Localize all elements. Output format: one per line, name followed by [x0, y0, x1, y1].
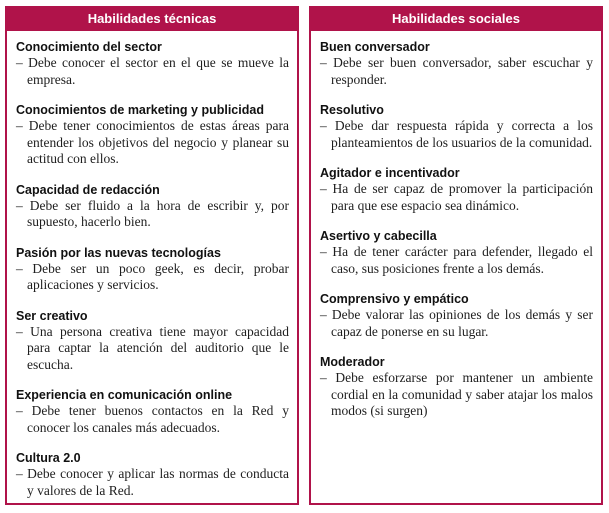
technical-skills-panel [5, 6, 299, 505]
skill-title: Cultura 2.0 [16, 451, 81, 465]
social-skills-list [311, 31, 601, 420]
skill-item [320, 291, 593, 340]
technical-skills-list [7, 31, 297, 499]
skill-description: – Debe conocer el sector en el que se mueve la empresa. [16, 55, 289, 87]
skill-title: Asertivo y cabecilla [320, 229, 437, 243]
skill-description: – Debe valorar las opiniones de los demás y ser capaz de ponerse en su lugar. [320, 307, 593, 339]
skill-item [320, 39, 593, 88]
technical-skills-header: Habilidades técnicas [6, 7, 298, 31]
skill-description: – Debe esforzarse por mantener un ambiente cordial en la comunidad y saber atajar los malos modos (si surgen) [320, 370, 593, 418]
skill-description: – Debe dar respuesta rápida y correcta a los planteamientos de los usuarios de la comunidad. [320, 118, 593, 150]
skill-item [16, 450, 289, 499]
skill-description: – Debe ser fluido a la hora de escribir y, por supuesto, hacerlo bien. [16, 197, 289, 229]
skill-title: Buen conversador [320, 40, 430, 54]
skill-title: Pasión por las nuevas tecnologías [16, 245, 221, 260]
skill-description: – Debe tener buenos contactos en la Red y conocer los canales más adecuados. [16, 403, 289, 435]
skill-item [16, 245, 289, 294]
skill-item [320, 165, 593, 214]
skill-title: Agitador e incentivador [320, 166, 460, 180]
skill-description: – Ha de tener carácter para defender, llegado el caso, sus posiciones frente a los demás. [320, 244, 593, 276]
skill-item [16, 308, 289, 374]
skill-title: Experiencia en comunicación online [16, 388, 233, 402]
skill-title: Conocimiento del sector [16, 40, 162, 54]
skill-description: – Ha de ser capaz de promover la participación para que ese espacio sea dinámico. [320, 181, 593, 213]
skill-title: Capacidad de redacción [16, 182, 160, 197]
skill-description: – Una persona creativa tiene mayor capacidad para captar la atención del auditorio que le escucha. [16, 323, 289, 372]
skill-title: Ser creativo [16, 308, 88, 323]
skill-item [320, 228, 593, 277]
skill-item [320, 354, 593, 420]
skill-item [16, 102, 289, 168]
skill-item [16, 182, 289, 231]
skill-item [320, 102, 593, 151]
skill-description: – Debe tener conocimientos de estas áreas para entender los objetivos del negocio y planear su actitud con ellos. [16, 118, 289, 166]
skill-title: Comprensivo y empático [320, 292, 469, 306]
social-skills-header: Habilidades sociales [310, 7, 602, 31]
skill-description: – Debe ser un poco geek, es decir, probar aplicaciones y servicios. [16, 260, 289, 292]
skill-item [16, 387, 289, 436]
skill-title: Conocimientos de marketing y publicidad [16, 103, 264, 117]
skill-description: – Debe conocer y aplicar las normas de conducta y valores de la Red. [16, 466, 289, 498]
social-skills-panel [309, 6, 603, 505]
skill-title: Resolutivo [320, 103, 384, 117]
skill-item [16, 39, 289, 88]
skill-description: – Debe ser buen conversador, saber escuchar y responder. [320, 55, 593, 87]
skill-title: Moderador [320, 355, 385, 369]
